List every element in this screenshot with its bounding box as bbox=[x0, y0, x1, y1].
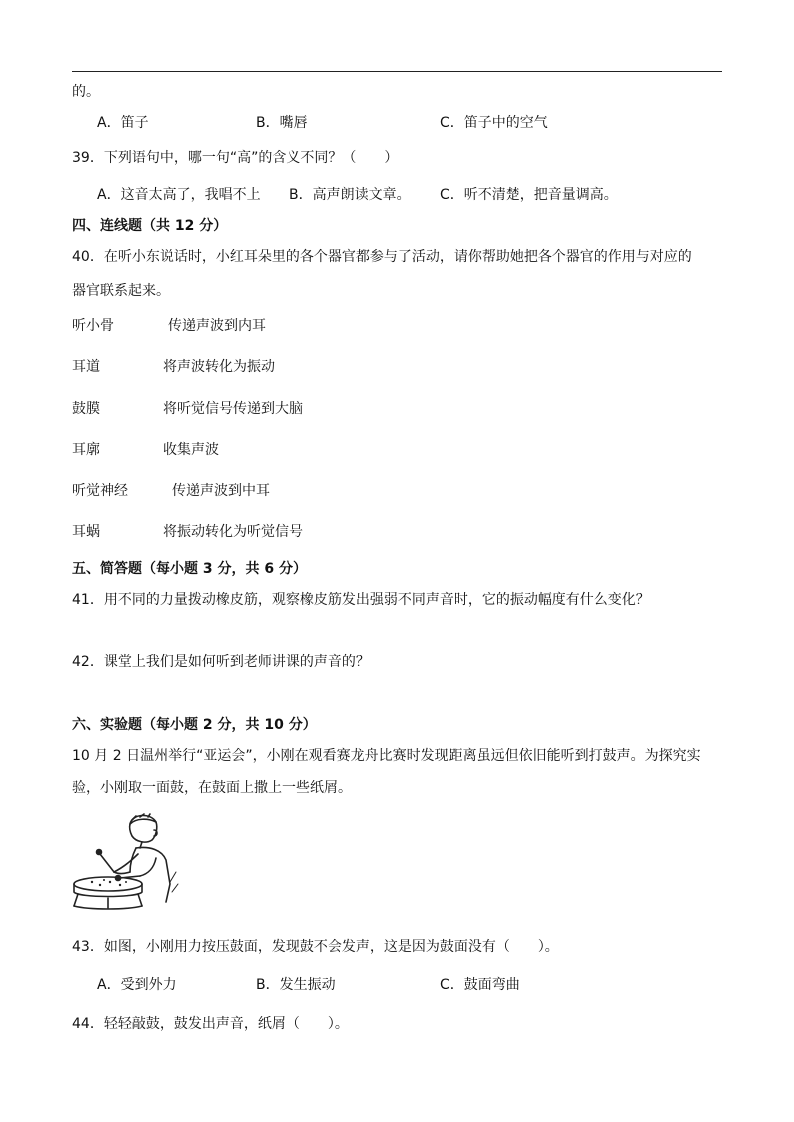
organ-label: 听小骨 bbox=[72, 318, 114, 334]
section5-title: 五、简答题（每小题 3 分，共 6 分） bbox=[72, 561, 307, 577]
q38-option-c: C．笛子中的空气 bbox=[440, 115, 548, 131]
function-label: 将听觉信号传递到大脑 bbox=[163, 401, 303, 417]
section4-title: 四、连线题（共 12 分） bbox=[72, 218, 228, 234]
q40-stem-line2: 器官联系起来。 bbox=[72, 283, 170, 299]
q39-option-b: B．高声朗读文章。 bbox=[289, 187, 411, 203]
q43-option-c: C．鼓面弯曲 bbox=[440, 977, 520, 993]
organ-label: 耳蜗 bbox=[72, 524, 100, 540]
q43-stem: 43．如图，小刚用力按压鼓面，发现鼓不会发声，这是因为鼓面没有（ ）。 bbox=[72, 939, 559, 955]
boy-drum-illustration bbox=[70, 812, 182, 910]
q42-text: 42．课堂上我们是如何听到老师讲课的声音的？ bbox=[72, 654, 370, 670]
section6-title: 六、实验题（每小题 2 分，共 10 分） bbox=[72, 717, 317, 733]
q43-option-b: B．发生振动 bbox=[256, 977, 336, 993]
q39-option-c: C．听不清楚，把音量调高。 bbox=[440, 187, 618, 203]
q38-option-a: A．笛子 bbox=[97, 115, 149, 131]
q41-text: 41．用不同的力量拨动橡皮筋，观察橡皮筋发出强弱不同声音时，它的振动幅度有什么变化？ bbox=[72, 592, 650, 608]
experiment-intro-line2: 验，小刚取一面鼓，在鼓面上撒上一些纸屑。 bbox=[72, 780, 352, 796]
experiment-intro-line1: 10 月 2 日温州举行“亚运会”，小刚在观看赛龙舟比赛时发现距离虽远但依旧能听到打鼓声。为探究实 bbox=[72, 748, 701, 764]
organ-label: 耳廓 bbox=[72, 442, 100, 458]
q39-option-a: A．这音太高了，我唱不上 bbox=[97, 187, 261, 203]
q44-text: 44．轻轻敲鼓，鼓发出声音，纸屑（ ）。 bbox=[72, 1016, 349, 1032]
header-rule bbox=[72, 71, 722, 72]
q43-option-a: A．受到外力 bbox=[97, 977, 177, 993]
function-label: 将声波转化为振动 bbox=[163, 359, 275, 375]
q40-stem-line1: 40．在听小东说话时，小红耳朵里的各个器官都参与了活动，请你帮助她把各个器官的作用与对应的 bbox=[72, 249, 692, 265]
function-label: 传递声波到中耳 bbox=[172, 483, 270, 499]
q38-option-b: B．嘴唇 bbox=[256, 115, 308, 131]
function-label: 传递声波到内耳 bbox=[168, 318, 266, 334]
organ-label: 听觉神经 bbox=[72, 483, 128, 499]
function-label: 收集声波 bbox=[163, 442, 219, 458]
top-fragment: 的。 bbox=[72, 84, 100, 100]
organ-label: 耳道 bbox=[72, 359, 100, 375]
organ-label: 鼓膜 bbox=[72, 401, 100, 417]
q39-stem: 39．下列语句中，哪一句“高”的含义不同？（ ） bbox=[72, 150, 399, 166]
function-label: 将振动转化为听觉信号 bbox=[163, 524, 303, 540]
